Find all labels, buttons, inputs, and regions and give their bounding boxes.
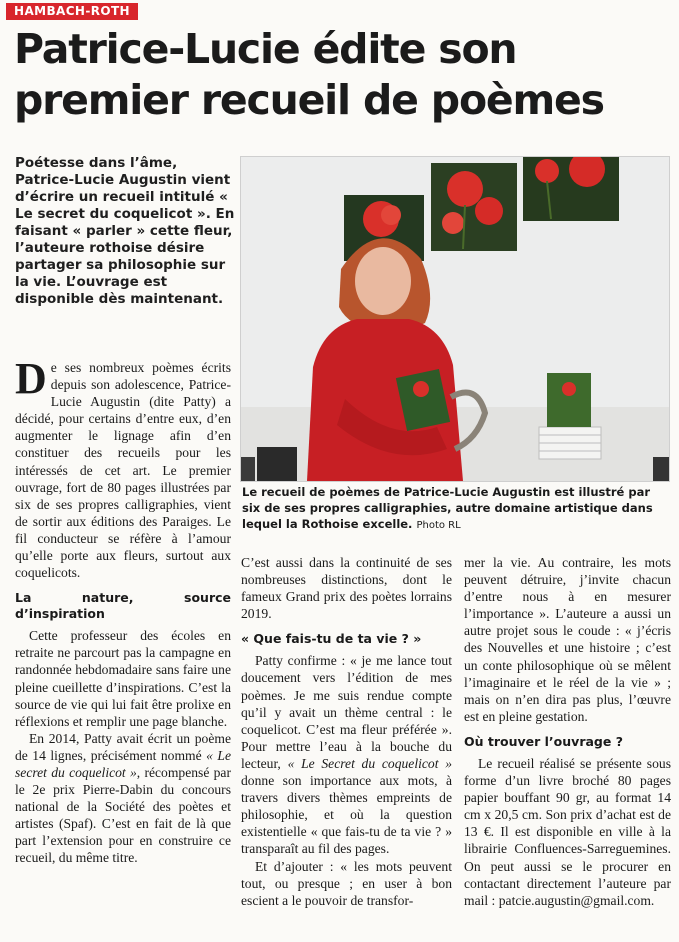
poem-title: « Le secret du coquelicot » xyxy=(15,747,231,780)
article-column-1 xyxy=(15,354,231,867)
col1-p3-end: , récompensé par le 2e prix Pierre-Dabin du concours national de la Société des poètes et artistes (Spaf). C’est en fait de là que part l’extension pour en construire ce recueil, du même titre. xyxy=(15,764,231,866)
poppy-painting-center xyxy=(431,163,517,251)
col1-paragraph-1-text: e ses nombreux poèmes écrits depuis son adolescence, Patrice-Lucie Augustin (dite Patty) a décidé, pour certains d’entre eux, d’en augmenter le lignage afin d’en constituer des recueils pour les intéressés de cet art. Le premier ouvrage, fort de 80 pages illustrées par six de ses propres calligraphies, vient de sortir aux éditions des Paraiges. Le fil conducteur se réfère à l’amour qu’elle porte aux fleurs, surtout aux coquelicots. xyxy=(15,360,231,581)
col1-paragraph-2: Cette professeur des écoles en retraite ne parcourt pas la campagne en randonnée hebdomadaire sans faire une pleine cueillette d’inspirations. C’est la source de vie qui lui fait être prolixe en réflexions et remplir une page blanche. xyxy=(15,628,231,729)
col2-paragraph-2 xyxy=(241,652,452,857)
col1-paragraph-3 xyxy=(15,730,231,867)
photo-illustration xyxy=(241,157,669,481)
article-column-3 xyxy=(464,554,671,909)
col1-paragraph-1 xyxy=(15,354,231,581)
drop-cap: D xyxy=(15,354,47,403)
photo-caption xyxy=(242,484,670,534)
col3-paragraph-2: Le recueil réalisé se présente sous forme d’un livre broché 80 pages papier bouffant 90 gr, au format 14 cm x 20,5 cm. Son prix d’achat est de 13 €. Il est disponible en ville à la librairie Confluences-Sarreguemines. On peut aussi se le procurer en contactant directement l’auteure par mail : patcie.augustin@gmail.com. xyxy=(464,755,671,908)
subhead-nature: La nature, source d’inspiration xyxy=(15,590,231,622)
col3-paragraph-1: mer la vie. Au contraire, les mots peuvent détruire, j’invite chacun d’entre nous à en mesurer l’importance ». L’auteure a aussi un autre projet sous le coude : « j’écris des Nouvelles et une histoire ; c’est un conte philosophique où se mêlent l’imaginaire et le réel de la vie » ; mais on n’en dira pas plus, l’œuvre est en pleine gestation. xyxy=(464,555,671,724)
col2-p2-end: donne son importance aux mots, à travers divers thèmes empreints de philosophie, et où la question existentielle « que fais-tu de ta vie ? » transparaît au fil des pages. xyxy=(241,773,452,857)
headline: Patrice-Lucie édite son premier recueil de poèmes xyxy=(14,25,604,124)
section-tag: HAMBACH-ROTH xyxy=(6,3,138,20)
col2-paragraph-1: C’est aussi dans la continuité de ses nombreuses distinctions, dont le fameux Grand prix des poètes lorrains 2019. xyxy=(241,555,452,622)
article-photo xyxy=(240,156,670,482)
subhead-ou-trouver: Où trouver l’ouvrage ? xyxy=(464,733,623,749)
caption-text: Le recueil de poèmes de Patrice-Lucie Augustin est illustré par six de ses propres calligraphies, autre domaine artistique dans lequel la Rothoise excelle. xyxy=(242,485,653,531)
book-title: « Le Secret du coquelicot » xyxy=(287,755,452,771)
col1-p3-start: En 2014, Patty avait écrit un poème de 14 lignes, précisément nommé xyxy=(15,730,231,763)
subhead-que-fais-tu: « Que fais-tu de ta vie ? » xyxy=(241,631,422,647)
photo-credit: Photo RL xyxy=(416,520,461,531)
standfirst: Poétesse dans l’âme, Patrice-Lucie Augustin vient d’écrire un recueil intitulé « Le secret du coquelicot ». En faisant « parler » cette fleur, l’auteure rothoise désire partager sa philosophie sur la vie. L’ouvrage est disponible dès maintenant. xyxy=(15,155,235,307)
col2-paragraph-3: Et d’ajouter : « les mots peuvent tout, ou presque ; en user à bon escient a le pouvoir de transfor- xyxy=(241,858,452,908)
col2-p2-start: Patty confirme : « je me lance tout doucement vers l’édition de mes poèmes. Je me suis rendue compte qu’il y avait un thème central : le coquelicot. C’est ma fleur préférée ». Pour mettre l’eau à la bouche du lecteur, xyxy=(241,653,452,771)
poppy-painting-right xyxy=(523,157,619,221)
article-column-2 xyxy=(241,554,452,909)
